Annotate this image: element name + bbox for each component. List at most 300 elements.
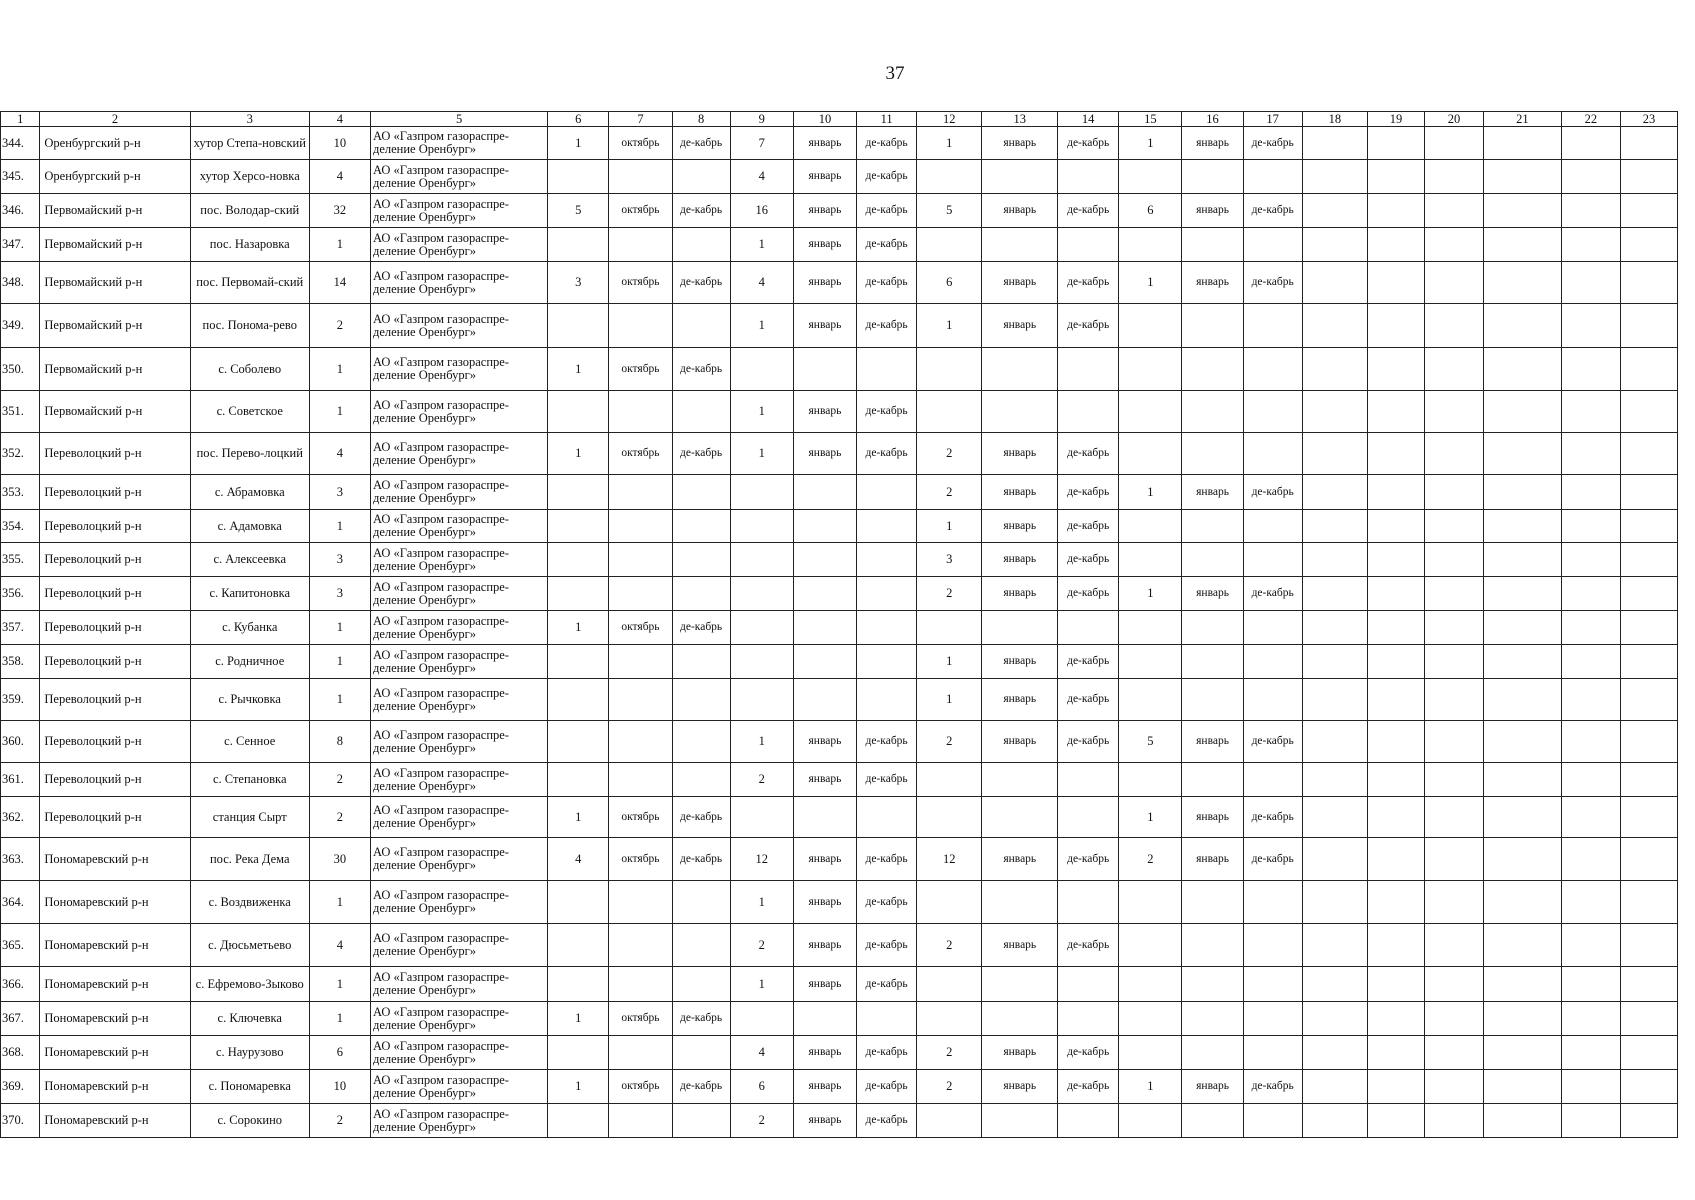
empty-cell-col-22 (1561, 160, 1620, 194)
empty-cell-col-19 (1367, 160, 1424, 194)
end-month-cell (1058, 348, 1119, 391)
empty-cell-col-23 (1620, 475, 1677, 510)
count-cell: 8 (309, 721, 370, 763)
q-count-cell: 1 (917, 127, 982, 160)
start-month-cell (793, 797, 856, 838)
q-count-cell: 2 (730, 1104, 793, 1138)
empty-cell-col-20 (1424, 543, 1483, 577)
empty-cell-col-18 (1302, 967, 1367, 1002)
district-cell: Первомайский р-н (40, 228, 190, 262)
empty-cell-col-20 (1424, 262, 1483, 304)
q-count-cell: 1 (730, 304, 793, 348)
empty-cell-col-18 (1302, 763, 1367, 797)
empty-cell-col-21 (1484, 967, 1562, 1002)
row-number: 368. (1, 1036, 40, 1070)
q-count-cell: 4 (548, 838, 609, 881)
start-month-cell: октябрь (609, 611, 672, 645)
q-count-cell: 1 (917, 510, 982, 543)
q-count-cell: 2 (917, 1070, 982, 1104)
empty-cell-col-18 (1302, 838, 1367, 881)
start-month-cell (1182, 679, 1243, 721)
organization-cell: АО «Газпром газораспре-деление Оренбург» (370, 475, 547, 510)
empty-cell-col-22 (1561, 838, 1620, 881)
start-month-cell (1182, 611, 1243, 645)
empty-cell-col-23 (1620, 679, 1677, 721)
column-header-10: 10 (793, 112, 856, 127)
end-month-cell: де-кабрь (1058, 194, 1119, 228)
empty-cell-col-21 (1484, 262, 1562, 304)
start-month-cell (1182, 433, 1243, 475)
q-count-cell (730, 611, 793, 645)
settlement-cell: с. Пономаревка (190, 1070, 309, 1104)
start-month-cell (793, 1002, 856, 1036)
empty-cell-col-23 (1620, 543, 1677, 577)
empty-cell-col-20 (1424, 679, 1483, 721)
table-row (1, 262, 1678, 304)
column-header-23: 23 (1620, 112, 1677, 127)
q-count-cell (1119, 510, 1182, 543)
end-month-cell: де-кабрь (1243, 194, 1302, 228)
q-count-cell (548, 645, 609, 679)
start-month-cell: январь (793, 721, 856, 763)
q-count-cell (548, 160, 609, 194)
table-row (1, 967, 1678, 1002)
start-month-cell: январь (1182, 577, 1243, 611)
q-count-cell (548, 881, 609, 924)
q-count-cell: 1 (548, 348, 609, 391)
q-count-cell (730, 577, 793, 611)
column-header-14: 14 (1058, 112, 1119, 127)
start-month-cell (982, 1002, 1058, 1036)
organization-cell: АО «Газпром газораспре-деление Оренбург» (370, 127, 547, 160)
q-count-cell: 1 (1119, 1070, 1182, 1104)
empty-cell-col-20 (1424, 433, 1483, 475)
start-month-cell: октябрь (609, 348, 672, 391)
empty-cell-col-18 (1302, 1036, 1367, 1070)
empty-cell-col-18 (1302, 721, 1367, 763)
q-count-cell: 5 (917, 194, 982, 228)
row-number: 365. (1, 924, 40, 967)
empty-cell-col-22 (1561, 721, 1620, 763)
start-month-cell (609, 228, 672, 262)
start-month-cell: январь (1182, 475, 1243, 510)
settlement-cell: с. Сорокино (190, 1104, 309, 1138)
end-month-cell (857, 1002, 917, 1036)
start-month-cell: январь (1182, 1070, 1243, 1104)
empty-cell-col-20 (1424, 645, 1483, 679)
q-count-cell: 1 (730, 721, 793, 763)
start-month-cell (982, 763, 1058, 797)
end-month-cell: де-кабрь (1243, 1070, 1302, 1104)
empty-cell-col-19 (1367, 127, 1424, 160)
empty-cell-col-20 (1424, 1036, 1483, 1070)
end-month-cell (672, 721, 730, 763)
start-month-cell (1182, 1002, 1243, 1036)
empty-cell-col-21 (1484, 160, 1562, 194)
empty-cell-col-20 (1424, 127, 1483, 160)
settlement-cell: с. Ключевка (190, 1002, 309, 1036)
start-month-cell (609, 1104, 672, 1138)
end-month-cell (857, 611, 917, 645)
start-month-cell: январь (793, 1036, 856, 1070)
empty-cell-col-18 (1302, 262, 1367, 304)
q-count-cell: 2 (917, 433, 982, 475)
empty-cell-col-19 (1367, 881, 1424, 924)
count-cell: 1 (309, 881, 370, 924)
district-cell: Оренбургский р-н (40, 160, 190, 194)
end-month-cell: де-кабрь (1243, 577, 1302, 611)
organization-cell: АО «Газпром газораспре-деление Оренбург» (370, 228, 547, 262)
q-count-cell: 1 (730, 881, 793, 924)
empty-cell-col-20 (1424, 924, 1483, 967)
start-month-cell (609, 543, 672, 577)
start-month-cell: январь (793, 433, 856, 475)
organization-cell: АО «Газпром газораспре-деление Оренбург» (370, 1002, 547, 1036)
table-row (1, 1036, 1678, 1070)
q-count-cell: 2 (730, 924, 793, 967)
row-number: 358. (1, 645, 40, 679)
empty-cell-col-19 (1367, 543, 1424, 577)
end-month-cell (1243, 348, 1302, 391)
empty-cell-col-21 (1484, 543, 1562, 577)
organization-cell: АО «Газпром газораспре-деление Оренбург» (370, 160, 547, 194)
count-cell: 6 (309, 1036, 370, 1070)
empty-cell-col-19 (1367, 1070, 1424, 1104)
empty-cell-col-22 (1561, 645, 1620, 679)
q-count-cell: 12 (917, 838, 982, 881)
q-count-cell (730, 679, 793, 721)
table-row (1, 391, 1678, 433)
column-header-5: 5 (370, 112, 547, 127)
end-month-cell (1243, 881, 1302, 924)
q-count-cell: 4 (730, 262, 793, 304)
start-month-cell (609, 391, 672, 433)
q-count-cell: 1 (548, 127, 609, 160)
q-count-cell (917, 611, 982, 645)
table-row (1, 510, 1678, 543)
row-number: 354. (1, 510, 40, 543)
end-month-cell (1058, 1002, 1119, 1036)
row-number: 345. (1, 160, 40, 194)
start-month-cell: январь (982, 645, 1058, 679)
count-cell: 1 (309, 967, 370, 1002)
start-month-cell: октябрь (609, 797, 672, 838)
q-count-cell (1119, 1036, 1182, 1070)
end-month-cell (1058, 881, 1119, 924)
start-month-cell (609, 881, 672, 924)
empty-cell-col-20 (1424, 348, 1483, 391)
end-month-cell (1058, 228, 1119, 262)
start-month-cell (982, 160, 1058, 194)
column-header-18: 18 (1302, 112, 1367, 127)
empty-cell-col-19 (1367, 797, 1424, 838)
column-header-4: 4 (309, 112, 370, 127)
q-count-cell (1119, 304, 1182, 348)
q-count-cell: 4 (730, 160, 793, 194)
organization-cell: АО «Газпром газораспре-деление Оренбург» (370, 194, 547, 228)
q-count-cell: 5 (1119, 721, 1182, 763)
end-month-cell (672, 1104, 730, 1138)
q-count-cell (730, 475, 793, 510)
empty-cell-col-19 (1367, 721, 1424, 763)
empty-cell-col-21 (1484, 577, 1562, 611)
table-row (1, 645, 1678, 679)
q-count-cell (1119, 433, 1182, 475)
start-month-cell: январь (1182, 797, 1243, 838)
table-row (1, 838, 1678, 881)
row-number: 356. (1, 577, 40, 611)
end-month-cell: де-кабрь (1243, 262, 1302, 304)
end-month-cell: де-кабрь (857, 1104, 917, 1138)
end-month-cell: де-кабрь (857, 262, 917, 304)
end-month-cell (1243, 1002, 1302, 1036)
count-cell: 1 (309, 510, 370, 543)
table-row (1, 348, 1678, 391)
start-month-cell (793, 543, 856, 577)
start-month-cell: январь (793, 194, 856, 228)
empty-cell-col-20 (1424, 611, 1483, 645)
q-count-cell (548, 1036, 609, 1070)
empty-cell-col-21 (1484, 721, 1562, 763)
q-count-cell: 2 (1119, 838, 1182, 881)
q-count-cell: 2 (917, 1036, 982, 1070)
settlement-cell: с. Абрамовка (190, 475, 309, 510)
end-month-cell (672, 577, 730, 611)
q-count-cell (548, 924, 609, 967)
empty-cell-col-19 (1367, 763, 1424, 797)
empty-cell-col-21 (1484, 475, 1562, 510)
empty-cell-col-18 (1302, 1070, 1367, 1104)
settlement-cell: с. Родничное (190, 645, 309, 679)
count-cell: 30 (309, 838, 370, 881)
start-month-cell: январь (1182, 262, 1243, 304)
start-month-cell (982, 611, 1058, 645)
start-month-cell (609, 510, 672, 543)
empty-cell-col-20 (1424, 577, 1483, 611)
q-count-cell (1119, 881, 1182, 924)
q-count-cell: 1 (1119, 127, 1182, 160)
empty-cell-col-22 (1561, 228, 1620, 262)
empty-cell-col-22 (1561, 967, 1620, 1002)
empty-cell-col-22 (1561, 262, 1620, 304)
empty-cell-col-18 (1302, 510, 1367, 543)
start-month-cell (1182, 645, 1243, 679)
gasification-schedule-table (0, 111, 1678, 1138)
empty-cell-col-23 (1620, 510, 1677, 543)
empty-cell-col-20 (1424, 475, 1483, 510)
end-month-cell (672, 1036, 730, 1070)
q-count-cell: 1 (730, 228, 793, 262)
settlement-cell: с. Алексеевка (190, 543, 309, 577)
empty-cell-col-21 (1484, 838, 1562, 881)
end-month-cell: де-кабрь (1243, 797, 1302, 838)
end-month-cell: де-кабрь (857, 924, 917, 967)
end-month-cell (1058, 391, 1119, 433)
empty-cell-col-23 (1620, 304, 1677, 348)
q-count-cell: 2 (917, 721, 982, 763)
row-number: 344. (1, 127, 40, 160)
table-row (1, 160, 1678, 194)
empty-cell-col-19 (1367, 838, 1424, 881)
q-count-cell (917, 391, 982, 433)
empty-cell-col-23 (1620, 160, 1677, 194)
start-month-cell (1182, 391, 1243, 433)
end-month-cell (1243, 391, 1302, 433)
empty-cell-col-22 (1561, 348, 1620, 391)
district-cell: Пономаревский р-н (40, 967, 190, 1002)
empty-cell-col-23 (1620, 838, 1677, 881)
end-month-cell: де-кабрь (1058, 679, 1119, 721)
empty-cell-col-20 (1424, 1070, 1483, 1104)
empty-cell-col-22 (1561, 924, 1620, 967)
q-count-cell: 1 (1119, 475, 1182, 510)
q-count-cell (730, 510, 793, 543)
end-month-cell: де-кабрь (1058, 262, 1119, 304)
empty-cell-col-22 (1561, 433, 1620, 475)
end-month-cell (857, 510, 917, 543)
settlement-cell: хутор Херсо-новка (190, 160, 309, 194)
settlement-cell: пос. Володар-ский (190, 194, 309, 228)
row-number: 349. (1, 304, 40, 348)
end-month-cell (1243, 160, 1302, 194)
empty-cell-col-21 (1484, 881, 1562, 924)
table-row (1, 679, 1678, 721)
end-month-cell: де-кабрь (857, 838, 917, 881)
end-month-cell: де-кабрь (1243, 127, 1302, 160)
district-cell: Пономаревский р-н (40, 924, 190, 967)
row-number: 351. (1, 391, 40, 433)
table-row (1, 881, 1678, 924)
start-month-cell: январь (793, 262, 856, 304)
column-header-16: 16 (1182, 112, 1243, 127)
district-cell: Переволоцкий р-н (40, 763, 190, 797)
organization-cell: АО «Газпром газораспре-деление Оренбург» (370, 1104, 547, 1138)
table-row (1, 611, 1678, 645)
table-row (1, 763, 1678, 797)
empty-cell-col-23 (1620, 127, 1677, 160)
start-month-cell (609, 1036, 672, 1070)
empty-cell-col-21 (1484, 391, 1562, 433)
empty-cell-col-22 (1561, 510, 1620, 543)
empty-cell-col-23 (1620, 391, 1677, 433)
column-header-9: 9 (730, 112, 793, 127)
end-month-cell (857, 348, 917, 391)
start-month-cell (609, 679, 672, 721)
end-month-cell (1243, 304, 1302, 348)
end-month-cell: де-кабрь (672, 127, 730, 160)
empty-cell-col-19 (1367, 611, 1424, 645)
start-month-cell: январь (982, 679, 1058, 721)
q-count-cell: 1 (917, 679, 982, 721)
q-count-cell: 2 (730, 763, 793, 797)
q-count-cell: 6 (917, 262, 982, 304)
count-cell: 1 (309, 228, 370, 262)
settlement-cell: пос. Понома-рево (190, 304, 309, 348)
q-count-cell: 5 (548, 194, 609, 228)
empty-cell-col-20 (1424, 881, 1483, 924)
q-count-cell (548, 763, 609, 797)
end-month-cell (672, 228, 730, 262)
q-count-cell (917, 967, 982, 1002)
table-row (1, 543, 1678, 577)
empty-cell-col-19 (1367, 1036, 1424, 1070)
empty-cell-col-21 (1484, 228, 1562, 262)
organization-cell: АО «Газпром газораспре-деление Оренбург» (370, 391, 547, 433)
empty-cell-col-21 (1484, 924, 1562, 967)
end-month-cell: де-кабрь (1058, 1070, 1119, 1104)
empty-cell-col-21 (1484, 645, 1562, 679)
settlement-cell: с. Советское (190, 391, 309, 433)
end-month-cell (672, 304, 730, 348)
end-month-cell (1243, 967, 1302, 1002)
settlement-cell: с. Наурузово (190, 1036, 309, 1070)
end-month-cell (672, 475, 730, 510)
end-month-cell: де-кабрь (1243, 721, 1302, 763)
empty-cell-col-18 (1302, 611, 1367, 645)
start-month-cell (982, 967, 1058, 1002)
end-month-cell (1243, 611, 1302, 645)
empty-cell-col-19 (1367, 967, 1424, 1002)
start-month-cell: январь (1182, 721, 1243, 763)
q-count-cell: 4 (730, 1036, 793, 1070)
count-cell: 1 (309, 679, 370, 721)
empty-cell-col-22 (1561, 611, 1620, 645)
district-cell: Первомайский р-н (40, 304, 190, 348)
q-count-cell (917, 228, 982, 262)
start-month-cell: январь (793, 127, 856, 160)
empty-cell-col-19 (1367, 679, 1424, 721)
start-month-cell: январь (793, 924, 856, 967)
count-cell: 2 (309, 304, 370, 348)
count-cell: 10 (309, 127, 370, 160)
district-cell: Переволоцкий р-н (40, 543, 190, 577)
empty-cell-col-22 (1561, 577, 1620, 611)
start-month-cell (609, 645, 672, 679)
settlement-cell: с. Кубанка (190, 611, 309, 645)
end-month-cell: де-кабрь (857, 391, 917, 433)
end-month-cell: де-кабрь (857, 160, 917, 194)
end-month-cell: де-кабрь (672, 1070, 730, 1104)
end-month-cell: де-кабрь (857, 881, 917, 924)
q-count-cell (548, 510, 609, 543)
end-month-cell (857, 645, 917, 679)
q-count-cell (917, 1104, 982, 1138)
start-month-cell: январь (982, 838, 1058, 881)
empty-cell-col-18 (1302, 348, 1367, 391)
empty-cell-col-22 (1561, 1036, 1620, 1070)
empty-cell-col-18 (1302, 127, 1367, 160)
district-cell: Переволоцкий р-н (40, 797, 190, 838)
q-count-cell (1119, 1002, 1182, 1036)
column-header-11: 11 (857, 112, 917, 127)
start-month-cell: январь (982, 1036, 1058, 1070)
empty-cell-col-22 (1561, 391, 1620, 433)
q-count-cell (730, 1002, 793, 1036)
start-month-cell: январь (982, 262, 1058, 304)
q-count-cell (1119, 763, 1182, 797)
start-month-cell (1182, 881, 1243, 924)
count-cell: 2 (309, 1104, 370, 1138)
empty-cell-col-19 (1367, 304, 1424, 348)
start-month-cell: октябрь (609, 127, 672, 160)
table-body (1, 112, 1678, 1138)
column-header-1: 1 (1, 112, 40, 127)
end-month-cell (1243, 1104, 1302, 1138)
end-month-cell: де-кабрь (1058, 475, 1119, 510)
q-count-cell: 1 (1119, 577, 1182, 611)
q-count-cell (1119, 543, 1182, 577)
empty-cell-col-18 (1302, 797, 1367, 838)
